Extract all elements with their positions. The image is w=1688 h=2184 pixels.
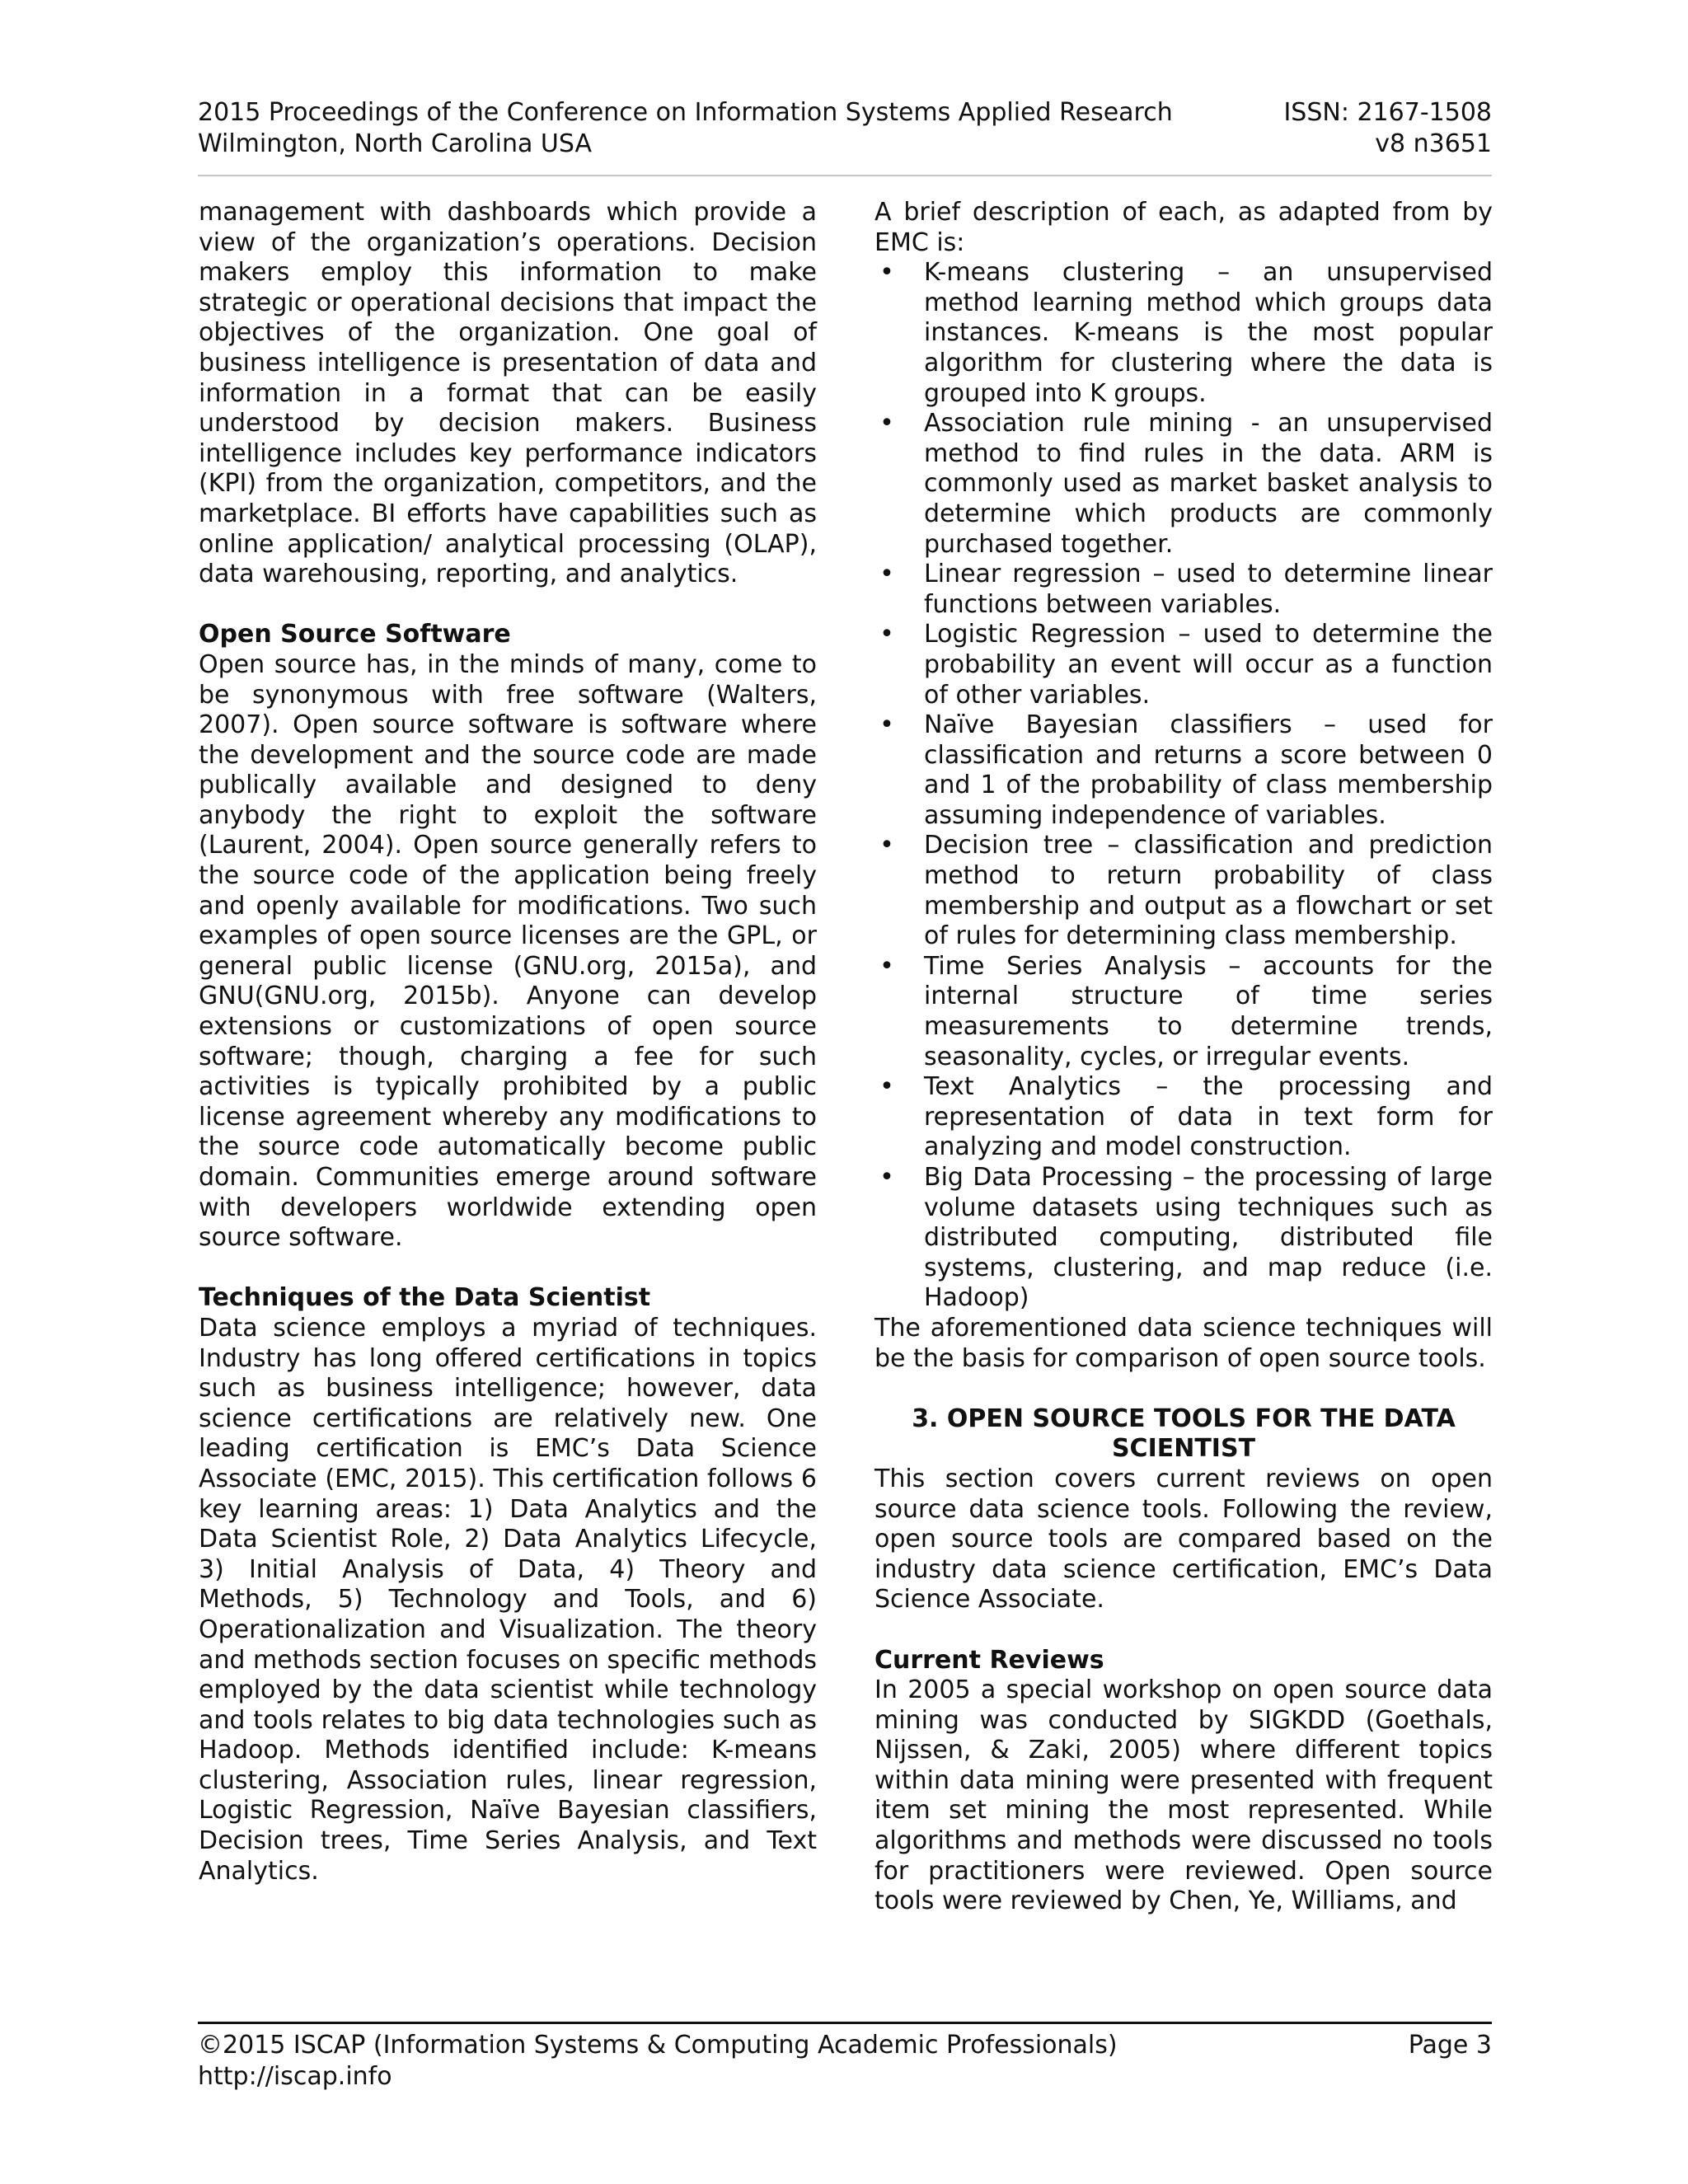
techniques-list: [874, 258, 1493, 1314]
issn: ISSN: 2167-1508: [1283, 98, 1492, 127]
current-reviews-paragraph: In 2005 a special workshop on open source data mining was conducted by SIGKDD (Goethals, Nijssen, & Zaki, 2005) where different topics within data mining were presented with frequent item set mining the most represented. While algorithms and methods were discussed no tools for practitioners were reviewed. Open source tools were reviewed by Chen, Ye, Williams, and: [874, 1675, 1493, 1916]
list-item: • Big Data Processing – the processing of large volume datasets using techniques such as distributed computing, distributed file systems, clustering, and map reduce (i.e. Hadoop): [874, 1163, 1493, 1314]
list-item: • Naïve Bayesian classifiers – used for classification and returns a score between 0 and 1 of the probability of class membership assuming independence of variables.: [874, 710, 1493, 831]
bullet-icon: •: [879, 1163, 894, 1192]
conference-location: Wilmington, North Carolina USA: [198, 129, 592, 158]
right-column: [874, 198, 1493, 1917]
techniques-heading: Techniques of the Data Scientist: [199, 1283, 651, 1313]
footer-divider: [198, 2022, 1492, 2024]
bullet-icon: •: [879, 831, 894, 860]
page-header: [198, 97, 1492, 160]
list-item: • K-means clustering – an unsupervised method learning method which groups data instances. K-means is the most popular algorithm for clustering where the data is grouped into K groups.: [874, 258, 1493, 409]
list-item: • Time Series Analysis – accounts for the internal structure of time series measurements to determine trends, seasonality, cycles, or irregular events.: [874, 952, 1493, 1072]
section-3-heading: 3. OPEN SOURCE TOOLS FOR THE DATA SCIENTIST: [912, 1404, 1456, 1464]
footer-link[interactable]: http://iscap.info: [198, 2062, 392, 2091]
open-source-software-paragraph: Open source has, in the minds of many, come to be synonymous with free software (Walters, 2007). Open source software is software where the development and the source code are made publically available and designed to deny anybody the right to exploit the software (Laurent, 2004). Open source generally refers to the source code of the application being freely and openly available for modifications. Two such examples of open source licenses are the GPL, or general public license (GNU.org, 2015a), and GNU(GNU.org, 2015b). Anyone can develop extensions or customizations of open source software; though, charging a fee for such activities is typically prohibited by a public license agreement whereby any modifications to the source code automatically become public domain. Communities emerge around software with developers worldwide extending open source software.: [199, 649, 817, 1253]
bullet-icon: •: [879, 710, 894, 740]
open-source-software-heading: Open Source Software: [199, 620, 511, 649]
bullet-icon: •: [879, 1072, 894, 1102]
bullet-icon: •: [879, 560, 894, 589]
bullet-icon: •: [879, 951, 894, 981]
conference-title: 2015 Proceedings of the Conference on Information Systems Applied Research: [198, 98, 1173, 127]
list-item: • Logistic Regression – used to determine the probability an event will occur as a function of other variables.: [874, 620, 1493, 710]
list-item: • Decision tree – classification and prediction method to return probability of class membership and output as a flowchart or set of rules for determining class membership.: [874, 831, 1493, 951]
volume-number: v8 n3651: [1375, 129, 1492, 158]
page-number: Page 3: [1408, 2031, 1492, 2060]
bullet-icon: •: [879, 258, 894, 288]
copyright-notice: ©2015 ISCAP (Information Systems & Computing Academic Professionals): [198, 2031, 1118, 2060]
header-divider: [198, 175, 1492, 176]
bi-continuation-paragraph: management with dashboards which provide a view of the organization’s operations. Decision makers employ this information to make strategic or operational decisions that impact the objectives of the organization. One goal of business intelligence is presentation of data and information in a format that can be easily understood by decision makers. Business intelligence includes key performance indicators (KPI) from the organization, competitors, and the marketplace. BI efforts have capabilities such as online application/ analytical processing (OLAP), data warehousing, reporting, and analytics.: [199, 198, 817, 589]
list-item: • Association rule mining - an unsupervised method to find rules in the data. ARM is commonly used as market basket analysis to determine which products are commonly purchased together.: [874, 409, 1493, 560]
left-column: [199, 198, 817, 1886]
list-item: • Text Analytics – the processing and representation of data in text form for analyzing and model construction.: [874, 1072, 1493, 1163]
techniques-paragraph: Data science employs a myriad of techniques. Industry has long offered certifications in topics such as business intelligence; however, data science certifications are relatively new. One leading certification is EMC’s Data Science Associate (EMC, 2015). This certification follows 6 key learning areas: 1) Data Analytics and the Data Scientist Role, 2) Data Analytics Lifecycle, 3) Initial Analysis of Data, 4) Theory and Methods, 5) Technology and Tools, and 6) Operationalization and Visualization. The theory and methods section focuses on specific methods employed by the data scientist while technology and tools relates to big data technologies such as Hadoop. Methods identified include: K-means clustering, Association rules, linear regression, Logistic Regression, Naïve Bayesian classifiers, Decision trees, Time Series Analysis, and Text Analytics.: [199, 1313, 817, 1886]
techniques-closing-paragraph: The aforementioned data science techniques will be the basis for comparison of open source tools.: [874, 1313, 1493, 1373]
bullet-icon: •: [879, 409, 894, 438]
section-3-paragraph: This section covers current reviews on open source data science tools. Following the review, open source tools are compared based on the industry data science certification, EMC’s Data Science Associate.: [874, 1464, 1493, 1615]
current-reviews-heading: Current Reviews: [874, 1645, 1104, 1675]
bullet-icon: •: [879, 620, 894, 649]
techniques-intro: A brief description of each, as adapted from by EMC is:: [874, 198, 1493, 257]
list-item: • Linear regression – used to determine linear functions between variables.: [874, 560, 1493, 620]
page-footer: [198, 2030, 1492, 2093]
